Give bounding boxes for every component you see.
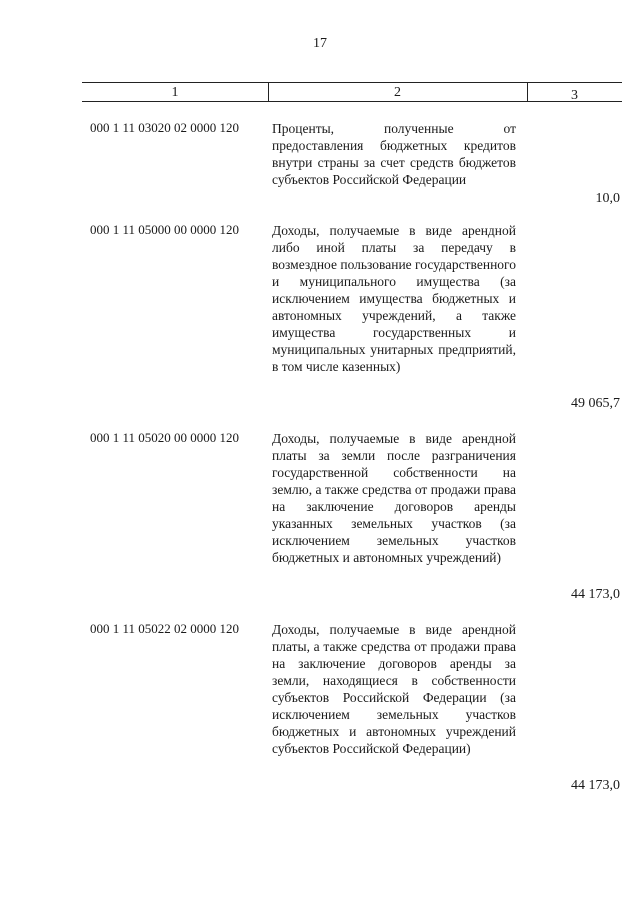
revenue-description: Проценты, полученные от предоставления бюджетных кредитов внутри страны за счет средств бюджетов субъектов Российской Федерации (272, 121, 516, 187)
revenue-code: 000 1 11 05020 00 0000 120 (90, 430, 240, 445)
revenue-code: 000 1 11 05022 02 0000 120 (90, 621, 240, 636)
page-number: 17 (313, 36, 327, 51)
revenue-description: Доходы, получаемые в виде арендной платы за земли после разграничения государственной собственности на землю, а также средства от продажи права на заключение договоров аренды указанных земельных участков (за исключением земельных участков бюджетных и автономных учреждений) (272, 431, 516, 565)
revenue-description: Доходы, получаемые в виде арендной либо иной платы за передачу в возмездное пользование государственного и муниципального имущества (за исключением имущества бюджетных и автономных учреждений, а также имущества государственных и муниципальных унитарных предприятий, в том числе казенных) (272, 223, 516, 374)
header-top-rule (82, 82, 622, 83)
header-col-2: 2 (394, 85, 401, 100)
revenue-amount: 10,0 (595, 191, 620, 206)
revenue-amount: 49 065,7 (571, 396, 620, 411)
revenue-amount: 44 173,0 (571, 778, 620, 793)
revenue-description: Доходы, получаемые в виде арендной платы, а также средства от продажи права на заключение договоров аренды за земли, находящиеся в собственности субъектов Российской Федерации (за исключением земельных участков бюджетных и автономных учреждений субъектов Российской Федерации) (272, 622, 516, 756)
revenue-code: 000 1 11 05000 00 0000 120 (90, 222, 240, 237)
header-col-1: 1 (171, 85, 179, 100)
header-col-3: 3 (571, 88, 578, 103)
revenue-code: 000 1 11 03020 02 0000 120 (90, 120, 240, 135)
revenue-amount: 44 173,0 (571, 587, 620, 602)
